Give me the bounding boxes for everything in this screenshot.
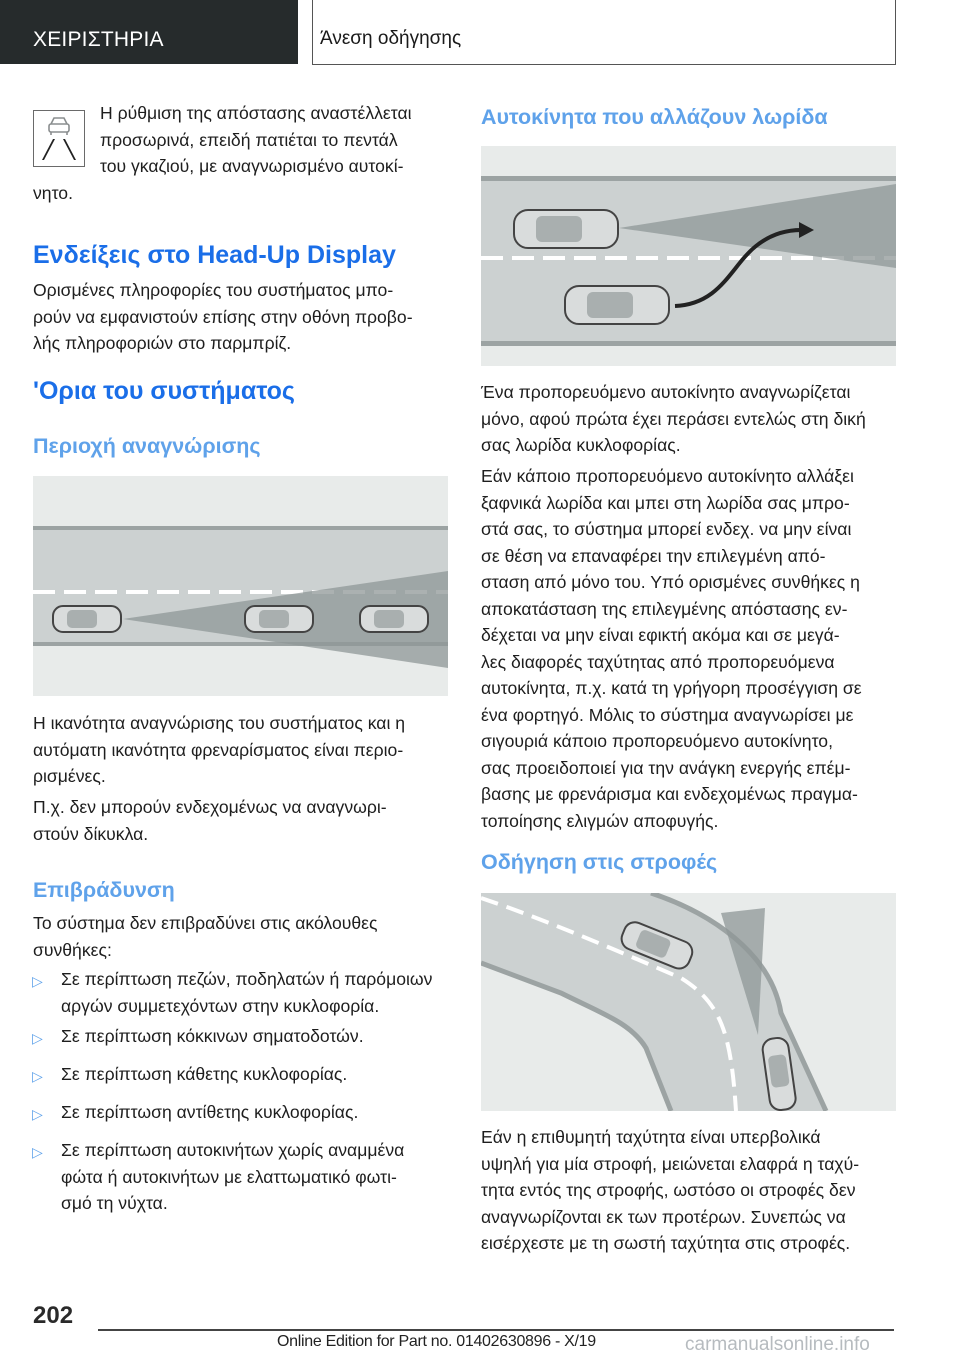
deceleration-intro [33,910,377,963]
list-item [61,966,432,1019]
list-item: Σε περίπτωση αντίθετης κυκλοφορίας. [61,1102,359,1122]
text-line: Εάν η επιθυμητή ταχύτητα είναι υπερβολικά [481,1127,821,1147]
text-line: υψηλή για μία στροφή, μειώνεται ελαφρά η ταχύ- [481,1153,860,1174]
triangle-bullet-icon: ▷ [32,1106,43,1122]
hud-heading: Ενδείξεις στο Head-Up Display [33,241,396,269]
chapter-title: ΧΕΙΡΙΣΤΗΡΙΑ [33,28,164,51]
detection-range-illustration [33,476,448,696]
text-line: Η ικανότητα αναγνώρισης του συστήματος και η [33,713,406,733]
triangle-bullet-icon: ▷ [32,1068,43,1084]
curve-driving-illustration [481,893,896,1111]
text-line: ρισμένες. [33,766,106,786]
text-line: τοποίησης ελιγμών αποφυγής. [481,810,719,831]
deceleration-heading: Επιβράδυνση [33,878,175,902]
icon-note-line: νητο. [33,183,73,203]
text-line: συνθήκες: [33,939,112,960]
text-line: μόνο, αφού πρώτα έχει περάσει εντελώς στη δική [481,408,866,429]
text-line: ένα φορτηγό. Μόλις το σύστημα αναγνωρίσει με [481,704,854,725]
edition-text: Online Edition for Part no. 01402630896 - X/19 [277,1333,596,1350]
car-icon [245,606,313,632]
car-icon [360,606,428,632]
icon-note-text [100,100,412,180]
chapter-tab [0,0,298,64]
text-line: λής πληροφοριών στο παρμπρίζ. [33,333,292,353]
section-tab [312,0,896,65]
text-line: σας προειδοποιεί για την ανάγκη ενεργής επέμ- [481,757,851,778]
text-line: Σε περίπτωση αυτοκινήτων χωρίς αναμμένα [61,1140,405,1160]
text-line: Π.χ. δεν μπορούν ενδεχομένως να αναγνωρι- [33,797,387,817]
car-icon [514,210,618,248]
hud-text [33,277,413,357]
triangle-bullet-icon: ▷ [32,973,43,989]
page-number: 202 [33,1302,74,1329]
distance-control-car-icon [33,110,85,167]
watermark: carmanualsonline.info [685,1334,870,1355]
text-line: εισέρχεστε με τη σωστή ταχύτητα στις στροφές. [481,1233,851,1253]
text-line: ξαφνικά λωρίδα και μπει στη λωρίδα σας μπρο- [481,492,850,513]
text-line: Εάν κάποιο προπορευόμενο αυτοκίνητο αλλάξει [481,466,854,486]
lane-change-illustration [481,146,896,366]
text-line: σας λωρίδα κυκλοφορίας. [481,435,681,455]
icon-note-line: Η ρύθμιση της απόστασης αναστέλλεται [100,103,412,123]
text-line: αποκατάσταση της επιλεγμένης απόστασης εν- [481,598,848,619]
icon-note-line: προσωρινά, επειδή πατιέται το πεντάλ [100,129,398,150]
text-line: σιγουριά κάποιο προπορευόμενο αυτοκίνητο, [481,731,833,751]
list-item: Σε περίπτωση κόκκινων σηματοδοτών. [61,1026,364,1046]
curves-heading: Οδήγηση στις στροφές [481,850,718,874]
example-text [33,794,387,847]
text-line: αυτοκίνητα, π.χ. κατά τη γρήγορη προσέγγιση σε [481,678,862,698]
lane-change-text [481,379,866,459]
text-line: λες διαφορές ταχύτητας από προπορευόμενα [481,651,835,672]
text-line: αργών συμμετεχόντων στην κυκλοφορία. [61,995,380,1016]
text-line: Σε περίπτωση πεζών, ποδηλατών ή παρόμοιων [61,969,433,989]
text-line: βασης με φρενάρισμα και ενδεχομένως πραγμα- [481,784,858,804]
car-icon [53,606,121,632]
text-line: αυτόματη ικανότητα φρεναρίσματος είναι περιο- [33,739,404,760]
text-line: σμό τη νύχτα. [61,1193,168,1213]
text-line: φώτα ή αυτοκινήτων με ελαττωματικό φωτι- [61,1166,397,1187]
footer-divider [98,1329,894,1331]
detection-text [33,710,405,790]
text-line: Ένα προπορευόμενο αυτοκίνητο αναγνωρίζεται [481,382,851,402]
car-icon [565,286,669,324]
text-line: δέχεται να μην είναι εφικτή ακόμα και σε μεγά- [481,625,840,645]
limits-heading: 'Ορια του συστήματος [33,377,295,405]
cut-in-text [481,463,862,834]
text-line: αναγνωρίζονται εκ των προτέρων. Συνεπώς να [481,1206,846,1227]
text-line: Ορισμένες πληροφορίες του συστήματος μπο- [33,280,394,300]
list-item [61,1137,404,1217]
lane-change-heading: Αυτοκίνητα που αλλάζουν λωρίδα [481,105,828,129]
icon-note-line: του γκαζιού, με αναγνωρισμένο αυτοκί- [100,156,404,176]
text-line: ρούν να εμφανιστούν επίσης στην οθόνη προβο- [33,306,413,327]
section-title: Άνεση οδήγησης [320,28,462,49]
list-item: Σε περίπτωση κάθετης κυκλοφορίας. [61,1064,348,1084]
text-line: Το σύστημα δεν επιβραδύνει στις ακόλουθες [33,913,378,933]
text-line: τητα εντός της στροφής, ωστόσο οι στροφές δεν [481,1180,856,1200]
text-line: στούν δίκυκλα. [33,823,149,844]
triangle-bullet-icon: ▷ [32,1144,43,1160]
text-line: σταση από μόνο του. Υπό ορισμένες συνθήκες η [481,572,860,592]
curves-text [481,1124,859,1257]
triangle-bullet-icon: ▷ [32,1030,43,1046]
detection-heading: Περιοχή αναγνώρισης [33,434,261,458]
text-line: σε θέση να επαναφέρει την επιλεγμένη από- [481,545,826,566]
text-line: στά σας, το σύστημα μπορεί ενδεχ. να μην είναι [481,519,852,539]
